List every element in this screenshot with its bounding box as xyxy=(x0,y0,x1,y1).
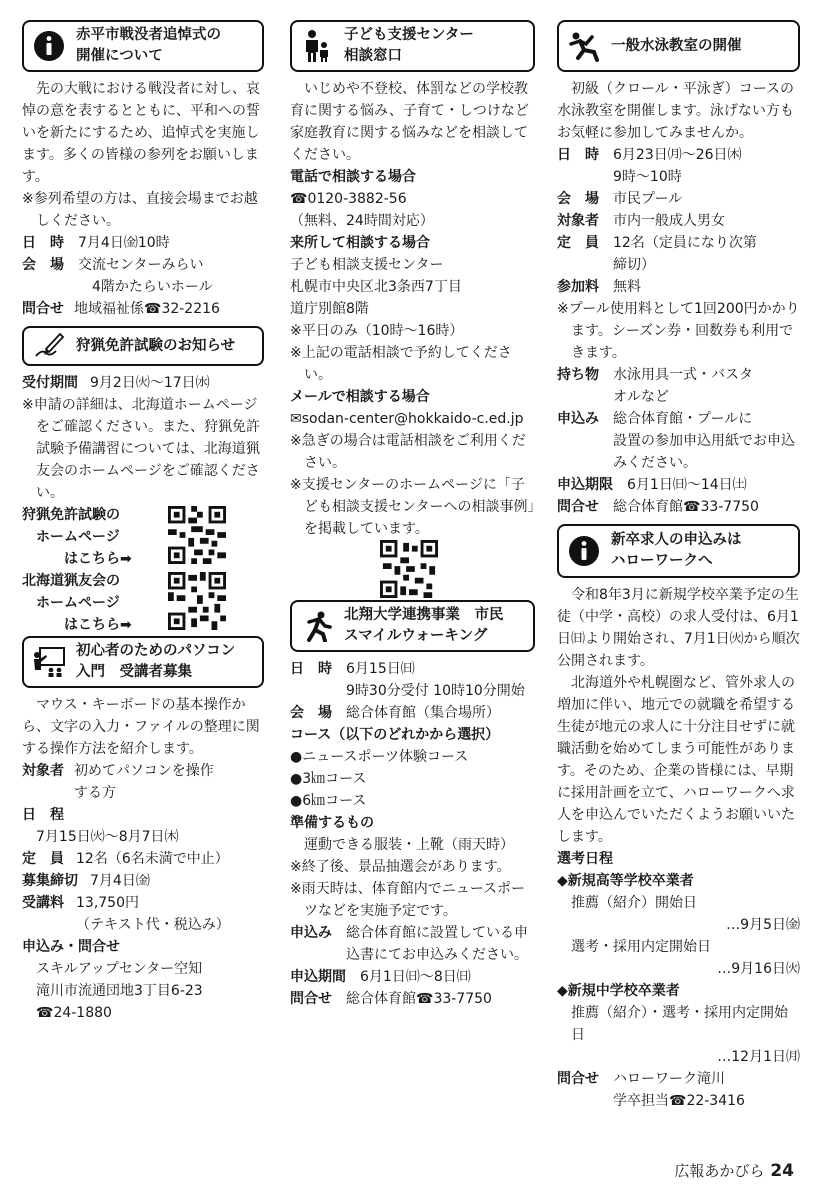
pen-writing-icon xyxy=(32,329,66,363)
note: ※急ぎの場合は電話相談をご利用ください。 xyxy=(290,433,526,471)
target-row: 対象者 初めてパソコンを操作 する方 xyxy=(22,763,214,801)
note: ※上記の電話相談で予約してください。 xyxy=(290,345,512,383)
schedule-date: …9月5日㈮ xyxy=(726,917,800,933)
note: ※終了後、景品抽選会があります。 xyxy=(290,859,511,875)
article-body: 初級（クロール・平泳ぎ）コースの水泳教室を開催します。泳げない方もお気軽に参加してみませんか。 xyxy=(557,81,795,141)
note: ※平日のみ（10時〜16時） xyxy=(290,323,464,339)
schedule-row: 日 程 xyxy=(22,807,64,823)
classroom-icon xyxy=(32,645,66,679)
page-number: 24 xyxy=(770,1161,794,1181)
deadline-row: 募集締切 7月4日㈮ xyxy=(22,873,150,889)
prep-value: 運動できる服装・上靴（雨天時） xyxy=(304,837,514,853)
schedule-item: 推薦（紹介）・選考・採用内定開始日 xyxy=(571,1005,788,1043)
article-title-box xyxy=(22,636,264,688)
deadline-row: 申込期限 6月1日㈰〜14日㈯ xyxy=(557,477,747,493)
article-title-box xyxy=(557,524,800,578)
fee-row: 受講料 13,750円 （テキスト代・税込み） xyxy=(22,895,230,933)
period-row: 受付期間 9月2日㈫〜17日㈬ xyxy=(22,375,210,391)
article-title-box xyxy=(290,20,535,72)
course-item: ●3㎞コース xyxy=(290,771,367,787)
qr-code[interactable] xyxy=(380,540,438,598)
parent-child-icon xyxy=(300,29,334,63)
note: ※支援センターのホームページに「子ども相談支援センターへの相談事例」を掲載しています。 xyxy=(290,477,535,537)
walking-person-icon xyxy=(300,609,334,643)
qr-caption[interactable]: 北海道猟友会の ホームページ はこちら➡ xyxy=(22,573,132,633)
schedule-value: 7月15日㈫〜8月7日㈭ xyxy=(36,829,179,845)
subheading: メールで相談する場合 xyxy=(290,389,430,405)
column-2 xyxy=(290,20,535,1010)
date-row: 日 時 6月23日㈪〜26日㈭ 9時〜10時 xyxy=(557,147,742,185)
date-row: 日 時 7月4日㈮10時 xyxy=(22,235,170,251)
contact-row: 問合せ 地域福祉係☎32-2216 xyxy=(22,301,220,317)
schedule-item: 推薦（紹介）開始日 xyxy=(571,895,697,911)
fee-row: 参加料 無料 xyxy=(557,279,641,295)
apply-row: 申込み・問合せ xyxy=(22,939,120,955)
email-link[interactable]: ✉sodan-center@hokkaido-c.ed.jp xyxy=(290,411,524,427)
schedule-date: …9月16日㈫ xyxy=(717,961,800,977)
bring-row: 持ち物 水泳用具一式・バスタ オルなど xyxy=(557,367,753,405)
contact-row: 問合せ 総合体育館☎33-7750 xyxy=(290,991,492,1007)
qr-block xyxy=(22,570,264,636)
article-title: 赤平市戦没者追悼式の 開催について xyxy=(76,27,221,64)
note: ※プール使用料として1回200円かかります。シーズン券・回数券も利用できます。 xyxy=(557,301,800,361)
apply-row: 申込み 総合体育館に設置している申込書にてお申込みください。 xyxy=(290,925,528,963)
publication-name: 広報あかびら xyxy=(674,1162,765,1180)
qr-block xyxy=(290,540,535,600)
subheading: 電話で相談する場合 xyxy=(290,169,416,185)
article-body: いじめや不登校、体罰などの学校教育に関する悩み、子育て・しつけなど家庭教育に関する悩みなどを相談してください。 xyxy=(290,81,529,163)
article-title: 北翔大学連携事業 市民 スマイルウォーキング xyxy=(344,607,504,644)
article-title-box xyxy=(557,20,800,72)
qr-caption[interactable]: 狩猟免許試験の ホームページ はこちら➡ xyxy=(22,507,132,567)
qr-block xyxy=(22,504,264,570)
contact-row: 問合せ 総合体育館☎33-7750 xyxy=(557,499,759,515)
visit-value: 子ども相談支援センター 札幌市中央区北3条西7丁目 道庁別館8階 xyxy=(290,257,462,317)
schedule-date: …12月1日㈪ xyxy=(717,1049,800,1065)
note: ※申請の詳細は、北海道ホームページをご確認ください。また、狩猟免許試験予備講習については、北海道猟友会のホームページをご確認ください。 xyxy=(22,397,260,501)
qr-code[interactable] xyxy=(168,572,226,630)
article-title-box xyxy=(22,20,264,72)
article-body: 令和8年3月に新規学校卒業予定の生徒（中学・高校）の求人受付は、6月1日㈰より開始され、7月1日㈫から順次公開されます。 xyxy=(557,587,800,669)
apply-value: スキルアップセンター空知 滝川市流通団地3丁目6-23 ☎24-1880 xyxy=(36,961,203,1021)
article-body: 先の大戦における戦没者に対し、哀悼の意を表するとともに、平和への誓いを新たにするため、追悼式を実施します。多くの皆様の参列をお願いします。 xyxy=(22,81,260,185)
article-body: 北海道外や札幌圏など、管外求人の増加に伴い、地元での就職を希望する生徒が地元の求人に十分注目せずに就職活動を始めてしまう可能性があります。そのため、企業の皆様には、早期に採用計画を立て、ハローワークへ求人を申込んでいただくようお願いいたします。 xyxy=(557,675,795,845)
subheading: 来所して相談する場合 xyxy=(290,235,430,251)
article-title: 初心者のためのパソコン 入門 受講者募集 xyxy=(76,643,236,680)
date-row: 日 時 6月15日㈰ 9時30分受付 10時10分開始 xyxy=(290,661,525,699)
subheading: 選考日程 xyxy=(557,851,613,867)
course-item: ●6㎞コース xyxy=(290,793,367,809)
venue-row: 会 場 市民プール xyxy=(557,191,683,207)
venue-row: 会 場 交流センターみらい 4階かたらいホール xyxy=(22,257,213,295)
swimmer-icon xyxy=(567,29,601,63)
article-title: 新卒求人の申込みは ハローワークへ xyxy=(611,532,742,569)
capacity-row: 定 員 12名（6名未満で中止） xyxy=(22,851,229,867)
article-title: 狩猟免許試験のお知らせ xyxy=(76,337,236,354)
phone-value: ☎0120-3882-56 （無料、24時間対応） xyxy=(290,191,434,229)
article-body: マウス・キーボードの基本操作から、文字の入力・ファイルの整理に関する操作方法を紹介します。 xyxy=(22,697,260,757)
subheading: 準備するもの xyxy=(290,815,374,831)
subheading: コース（以下のどれかから選択） xyxy=(290,727,500,743)
article-title: 子ども支援センター 相談窓口 xyxy=(344,27,474,64)
article-title-box xyxy=(290,600,535,652)
contact-row: 問合せ ハローワーク滝川 学卒担当☎22-3416 xyxy=(557,1071,745,1109)
article-title: 一般水泳教室の開催 xyxy=(611,37,742,54)
page-footer xyxy=(674,1160,794,1181)
column-3 xyxy=(557,20,800,1112)
apply-row: 申込み 総合体育館・プールに 設置の参加申込用紙でお申込 みください。 xyxy=(557,411,795,471)
subheading: ◆新規中学校卒業者 xyxy=(557,983,680,999)
column-1 xyxy=(22,20,264,1024)
info-icon xyxy=(32,29,66,63)
venue-row: 会 場 総合体育館（集合場所） xyxy=(290,705,500,721)
capacity-row: 定 員 12名（定員になり次第 締切） xyxy=(557,235,757,273)
article-title-box xyxy=(22,326,264,366)
schedule-item: 選考・採用内定開始日 xyxy=(571,939,711,955)
course-item: ●ニュースポーツ体験コース xyxy=(290,749,469,765)
target-row: 対象者 市内一般成人男女 xyxy=(557,213,725,229)
note: ※雨天時は、体育館内でニュースポーツなどを実施予定です。 xyxy=(290,881,526,919)
info-icon xyxy=(567,534,601,568)
subheading: ◆新規高等学校卒業者 xyxy=(557,873,694,889)
qr-code[interactable] xyxy=(168,506,226,564)
period-row: 申込期間 6月1日㈰〜8日㈰ xyxy=(290,969,471,985)
note: ※参列希望の方は、直接会場までお越しください。 xyxy=(22,191,258,229)
